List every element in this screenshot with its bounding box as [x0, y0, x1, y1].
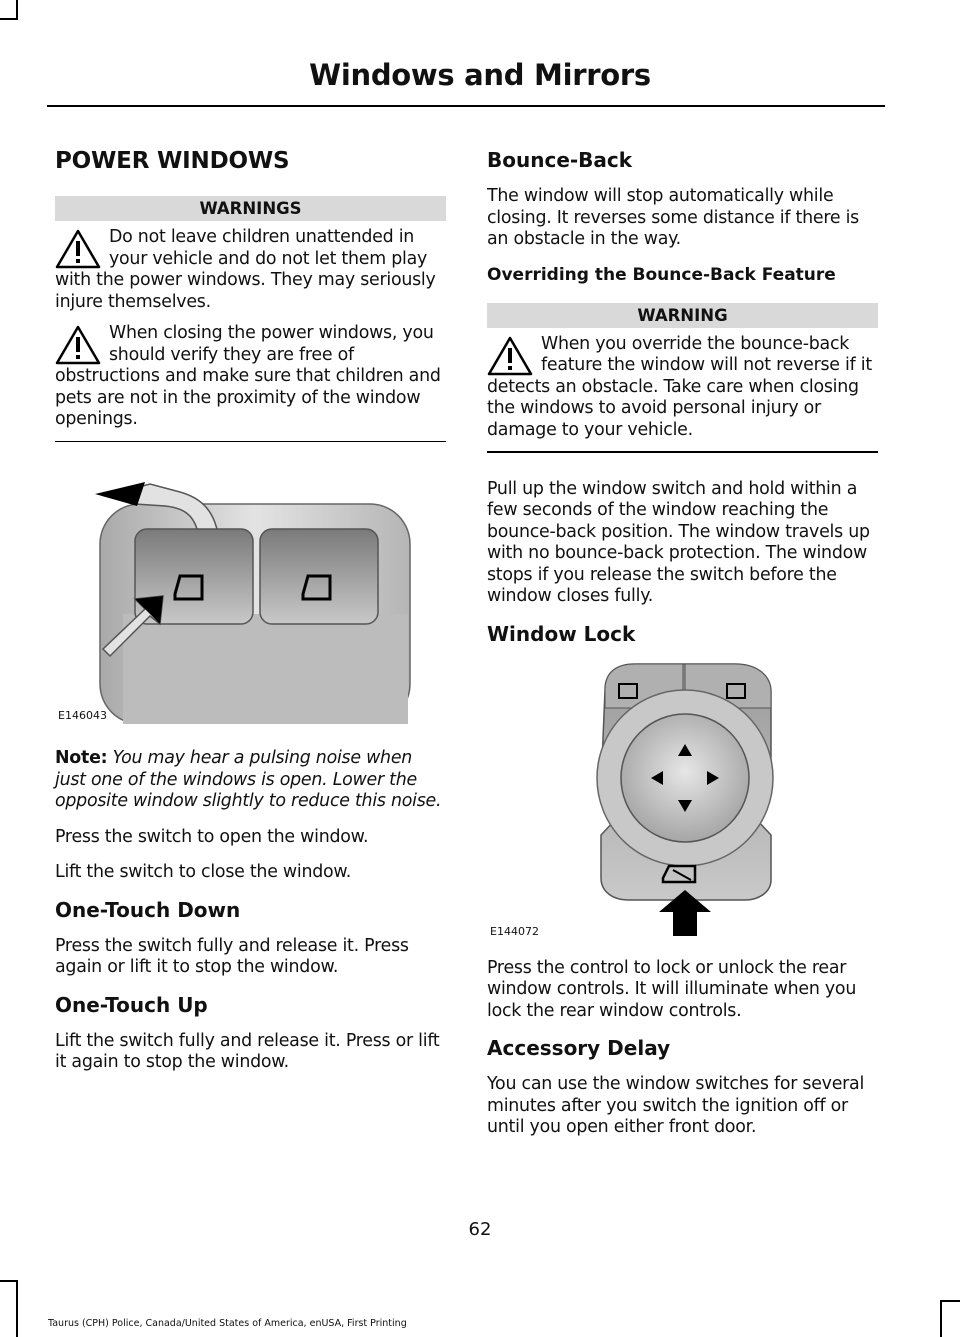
footer-text: Taurus (CPH) Police, Canada/United States of America, enUSA, First Printing	[48, 1318, 407, 1329]
warnings-header: WARNINGS	[55, 196, 446, 221]
window-lock-figure	[487, 660, 878, 940]
subheading-accessory-delay: Accessory Delay	[487, 1036, 671, 1060]
subheading-override: Overriding the Bounce-Back Feature	[487, 264, 836, 285]
crop-mark	[942, 1300, 960, 1302]
section-heading-power-windows: POWER WINDOWS	[55, 148, 290, 174]
warning-header: WARNING	[487, 303, 878, 328]
page-number: 62	[468, 1219, 492, 1240]
note-text: You may hear a pulsing noise when just one of the windows is open. Lower the opposite window slightly to reduce this noise.	[55, 748, 442, 811]
warning-rule	[55, 441, 446, 443]
figure-code: E146043	[58, 709, 107, 722]
subheading-window-lock: Window Lock	[487, 621, 636, 646]
note-label: Note:	[55, 748, 108, 768]
paragraph: Press the control to lock or unlock the rear window controls. It will illuminate when you lock the rear window controls.	[487, 957, 857, 1021]
paragraph: Press the switch to open the window.	[55, 826, 369, 847]
rear-armrest-switch-illustration	[55, 474, 446, 724]
header-rule	[47, 105, 885, 107]
warning-rule	[487, 451, 878, 453]
right-column	[487, 140, 878, 1153]
crop-mark	[16, 1280, 18, 1337]
subheading-bounce-back: Bounce-Back	[487, 148, 633, 172]
warning-item	[487, 334, 878, 442]
paragraph: Pull up the window switch and hold within a few seconds of the window reaching the bounce-back position. The window travels up with no bounce-back protection. The window stops if you release the switch before the window closes fully.	[487, 478, 870, 606]
crop-mark	[16, 0, 18, 20]
subheading-one-touch-up: One-Touch Up	[55, 992, 208, 1017]
paragraph: The window will stop automatically while closing. It reverses some distance if there is an obstacle in the way.	[487, 186, 859, 249]
paragraph: You can use the window switches for several minutes after you switch the ignition off or until you open either front door.	[487, 1074, 865, 1137]
paragraph: Lift the switch to close the window.	[55, 862, 352, 882]
paragraph: Press the switch fully and release it. Press again or lift it to stop the window.	[55, 935, 409, 977]
warning-triangle-icon	[55, 229, 101, 269]
warning-item	[55, 227, 446, 313]
warning-triangle-icon	[55, 325, 101, 365]
warning-triangle-icon	[487, 336, 533, 376]
note-paragraph	[55, 748, 446, 813]
rear-window-switch-figure	[55, 474, 446, 724]
warning-text: When closing the power windows, you should verify they are free of obstructions and make sure that children and pets are not in the proximity of the window openings.	[55, 323, 441, 429]
left-column	[55, 140, 446, 1088]
crop-mark	[940, 1300, 942, 1337]
crop-mark	[0, 18, 18, 20]
crop-mark	[0, 1280, 18, 1282]
warning-item	[55, 323, 446, 431]
figure-code: E144072	[490, 924, 539, 938]
warning-text: Do not leave children unattended in your vehicle and do not let them play with the power windows. They may seriously injure themselves.	[55, 227, 436, 312]
subheading-one-touch-down: One-Touch Down	[55, 897, 241, 922]
page-header-title: Windows and Mirrors	[309, 58, 651, 92]
paragraph: Lift the switch fully and release it. Press or lift it again to stop the window.	[55, 1030, 440, 1072]
mirror-and-lock-control-illustration	[487, 660, 878, 940]
warning-text: When you override the bounce-back feature the window will not reverse if it detects an obstacle. Take care when closing the windows to avoid personal injury or damage to your vehicle.	[487, 333, 872, 440]
